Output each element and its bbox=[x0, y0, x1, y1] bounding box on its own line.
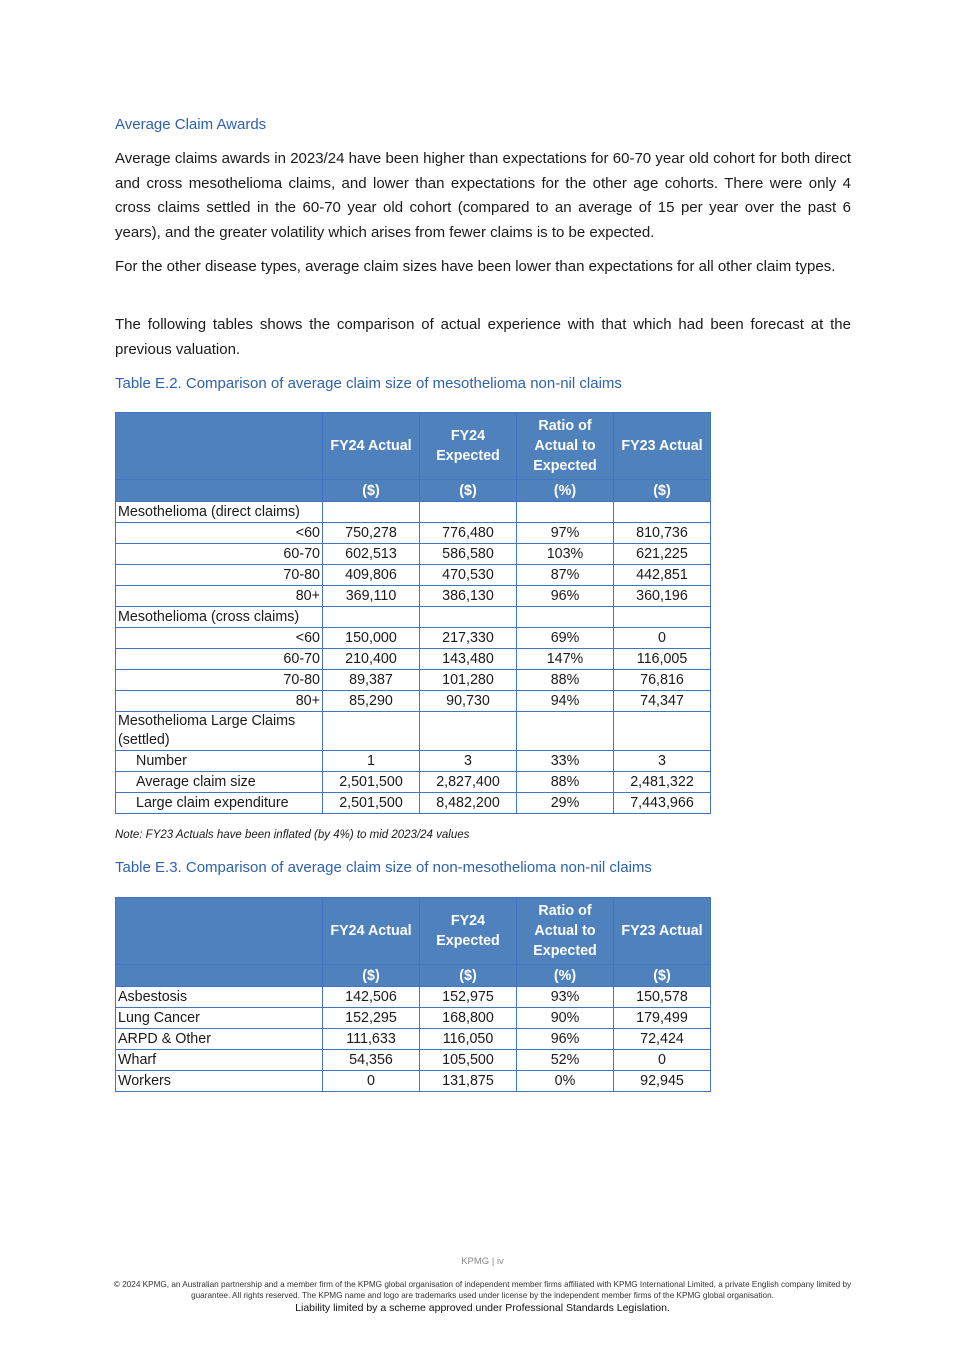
table-e2-body bbox=[116, 502, 711, 814]
table-e2-caption: Table E.2. Comparison of average claim size of mesothelioma non-nil claims bbox=[115, 375, 622, 392]
table-row bbox=[116, 987, 711, 1008]
table-cell: 2,501,500 bbox=[323, 793, 420, 814]
empty-cell bbox=[420, 502, 517, 523]
empty-cell bbox=[614, 607, 711, 628]
table-cell: 105,500 bbox=[420, 1050, 517, 1071]
header-fy24-expected: FY24 Expected bbox=[420, 898, 517, 965]
table-cell: 143,480 bbox=[420, 649, 517, 670]
table-row bbox=[116, 1008, 711, 1029]
row-label: <60 bbox=[116, 628, 323, 649]
empty-cell bbox=[517, 502, 614, 523]
table-cell: 52% bbox=[517, 1050, 614, 1071]
table-cell: 621,225 bbox=[614, 544, 711, 565]
table-e2 bbox=[115, 412, 711, 814]
table-row bbox=[116, 544, 711, 565]
table-cell: 3 bbox=[420, 751, 517, 772]
table-cell: 88% bbox=[517, 670, 614, 691]
table-cell: 217,330 bbox=[420, 628, 517, 649]
table-cell: 0% bbox=[517, 1071, 614, 1092]
empty-cell bbox=[420, 607, 517, 628]
row-label: Lung Cancer bbox=[116, 1008, 323, 1029]
table-cell: 90,730 bbox=[420, 691, 517, 712]
group-row bbox=[116, 712, 711, 751]
row-label: <60 bbox=[116, 523, 323, 544]
row-label: Large claim expenditure bbox=[116, 793, 323, 814]
table-cell: 810,736 bbox=[614, 523, 711, 544]
header-blank bbox=[116, 413, 323, 480]
empty-cell bbox=[517, 712, 614, 751]
table-row bbox=[116, 772, 711, 793]
table-cell: 442,851 bbox=[614, 565, 711, 586]
table-cell: 2,481,322 bbox=[614, 772, 711, 793]
table-row bbox=[116, 628, 711, 649]
unit-fy24-actual: ($) bbox=[323, 480, 420, 502]
table-cell: 0 bbox=[614, 628, 711, 649]
row-label: 70-80 bbox=[116, 670, 323, 691]
table-cell: 369,110 bbox=[323, 586, 420, 607]
table-cell: 168,800 bbox=[420, 1008, 517, 1029]
table-cell: 116,005 bbox=[614, 649, 711, 670]
table-row bbox=[116, 793, 711, 814]
table-note: Note: FY23 Actuals have been inflated (by 4%) to mid 2023/24 values bbox=[115, 829, 470, 841]
empty-cell bbox=[614, 502, 711, 523]
unit-blank bbox=[116, 480, 323, 502]
table-cell: 69% bbox=[517, 628, 614, 649]
table-row bbox=[116, 586, 711, 607]
unit-fy23-actual: ($) bbox=[614, 965, 711, 987]
table-row bbox=[116, 649, 711, 670]
table-cell: 152,975 bbox=[420, 987, 517, 1008]
table-cell: 147% bbox=[517, 649, 614, 670]
table-cell: 2,501,500 bbox=[323, 772, 420, 793]
header-blank bbox=[116, 898, 323, 965]
empty-cell bbox=[323, 712, 420, 751]
header-ratio: Ratio of Actual to Expected bbox=[517, 898, 614, 965]
paragraph-2: For the other disease types, average claim sizes have been lower than expectations for all other claim types. bbox=[115, 258, 836, 275]
unit-ratio: (%) bbox=[517, 965, 614, 987]
unit-fy23-actual: ($) bbox=[614, 480, 711, 502]
empty-cell bbox=[614, 712, 711, 751]
liability-notice: Liability limited by a scheme approved under Professional Standards Legislation. bbox=[295, 1302, 670, 1314]
group-label: Mesothelioma (cross claims) bbox=[116, 607, 323, 628]
table-cell: 92,945 bbox=[614, 1071, 711, 1092]
unit-ratio: (%) bbox=[517, 480, 614, 502]
page-number: KPMG | iv bbox=[461, 1256, 504, 1267]
table-cell: 85,290 bbox=[323, 691, 420, 712]
table-e3-body bbox=[116, 987, 711, 1092]
table-cell: 29% bbox=[517, 793, 614, 814]
table-cell: 586,580 bbox=[420, 544, 517, 565]
header-ratio: Ratio of Actual to Expected bbox=[517, 413, 614, 480]
row-label: Number bbox=[116, 751, 323, 772]
table-cell: 131,875 bbox=[420, 1071, 517, 1092]
table-cell: 776,480 bbox=[420, 523, 517, 544]
row-label: Asbestosis bbox=[116, 987, 323, 1008]
table-cell: 1 bbox=[323, 751, 420, 772]
table-cell: 87% bbox=[517, 565, 614, 586]
table-cell: 409,806 bbox=[323, 565, 420, 586]
table-row bbox=[116, 565, 711, 586]
table-cell: 101,280 bbox=[420, 670, 517, 691]
group-row bbox=[116, 502, 711, 523]
table-cell: 72,424 bbox=[614, 1029, 711, 1050]
table-e3-caption: Table E.3. Comparison of average claim size of non-mesothelioma non-nil claims bbox=[115, 859, 652, 876]
table-cell: 3 bbox=[614, 751, 711, 772]
table-cell: 111,633 bbox=[323, 1029, 420, 1050]
table-cell: 0 bbox=[614, 1050, 711, 1071]
table-cell: 179,499 bbox=[614, 1008, 711, 1029]
group-row bbox=[116, 607, 711, 628]
table-cell: 2,827,400 bbox=[420, 772, 517, 793]
table-cell: 76,816 bbox=[614, 670, 711, 691]
table-cell: 90% bbox=[517, 1008, 614, 1029]
table-cell: 94% bbox=[517, 691, 614, 712]
unit-fy24-expected: ($) bbox=[420, 480, 517, 502]
header-fy24-actual: FY24 Actual bbox=[323, 898, 420, 965]
unit-blank bbox=[116, 965, 323, 987]
empty-cell bbox=[323, 502, 420, 523]
table-cell: 93% bbox=[517, 987, 614, 1008]
table-cell: 7,443,966 bbox=[614, 793, 711, 814]
row-label: ARPD & Other bbox=[116, 1029, 323, 1050]
table-row bbox=[116, 1029, 711, 1050]
header-fy24-expected: FY24 Expected bbox=[420, 413, 517, 480]
table-cell: 602,513 bbox=[323, 544, 420, 565]
table-cell: 470,530 bbox=[420, 565, 517, 586]
empty-cell bbox=[517, 607, 614, 628]
row-label: 60-70 bbox=[116, 544, 323, 565]
header-fy23-actual: FY23 Actual bbox=[614, 413, 711, 480]
table-cell: 152,295 bbox=[323, 1008, 420, 1029]
row-label: Workers bbox=[116, 1071, 323, 1092]
table-cell: 116,050 bbox=[420, 1029, 517, 1050]
table-cell: 0 bbox=[323, 1071, 420, 1092]
header-fy24-actual: FY24 Actual bbox=[323, 413, 420, 480]
table-cell: 360,196 bbox=[614, 586, 711, 607]
table-cell: 88% bbox=[517, 772, 614, 793]
group-label: Mesothelioma (direct claims) bbox=[116, 502, 323, 523]
table-cell: 96% bbox=[517, 586, 614, 607]
row-label: 70-80 bbox=[116, 565, 323, 586]
table-cell: 89,387 bbox=[323, 670, 420, 691]
table-row bbox=[116, 1071, 711, 1092]
table-row bbox=[116, 691, 711, 712]
row-label: Average claim size bbox=[116, 772, 323, 793]
paragraph-1: Average claims awards in 2023/24 have been higher than expectations for 60-70 year old cohort for both direct and cross mesothelioma claims, and lower than expectations for the other age cohorts. There were only 4 cross claims settled in the 60-70 year old cohort (compared to an average of 15 per year over the past 6 years), and the greater volatility which arises from fewer claims is to be expected. bbox=[115, 150, 851, 241]
unit-fy24-actual: ($) bbox=[323, 965, 420, 987]
table-cell: 750,278 bbox=[323, 523, 420, 544]
copyright-notice: © 2024 KPMG, an Australian partnership and a member firm of the KPMG global organisation of independent member firms affiliated with KPMG International Limited, a private English company limited by guarantee. All rights reserved. The KPMG name and logo are trademarks used under license by the independent member firms of the KPMG global organisation. bbox=[113, 1280, 852, 1300]
table-cell: 54,356 bbox=[323, 1050, 420, 1071]
table-cell: 33% bbox=[517, 751, 614, 772]
table-row bbox=[116, 670, 711, 691]
table-cell: 97% bbox=[517, 523, 614, 544]
table-cell: 142,506 bbox=[323, 987, 420, 1008]
row-label: 80+ bbox=[116, 691, 323, 712]
section-heading: Average Claim Awards bbox=[115, 116, 267, 133]
unit-fy24-expected: ($) bbox=[420, 965, 517, 987]
table-cell: 8,482,200 bbox=[420, 793, 517, 814]
table-cell: 74,347 bbox=[614, 691, 711, 712]
table-cell: 96% bbox=[517, 1029, 614, 1050]
empty-cell bbox=[420, 712, 517, 751]
paragraph-3: The following tables shows the comparison of actual experience with that which had been forecast at the previous valuation. bbox=[115, 316, 851, 358]
empty-cell bbox=[323, 607, 420, 628]
table-cell: 103% bbox=[517, 544, 614, 565]
row-label: 60-70 bbox=[116, 649, 323, 670]
table-cell: 210,400 bbox=[323, 649, 420, 670]
table-cell: 386,130 bbox=[420, 586, 517, 607]
table-row bbox=[116, 751, 711, 772]
header-fy23-actual: FY23 Actual bbox=[614, 898, 711, 965]
group-label: Mesothelioma Large Claims (settled) bbox=[116, 712, 323, 751]
table-cell: 150,000 bbox=[323, 628, 420, 649]
table-row bbox=[116, 523, 711, 544]
table-e3 bbox=[115, 897, 711, 1092]
row-label: 80+ bbox=[116, 586, 323, 607]
table-row bbox=[116, 1050, 711, 1071]
row-label: Wharf bbox=[116, 1050, 323, 1071]
table-cell: 150,578 bbox=[614, 987, 711, 1008]
